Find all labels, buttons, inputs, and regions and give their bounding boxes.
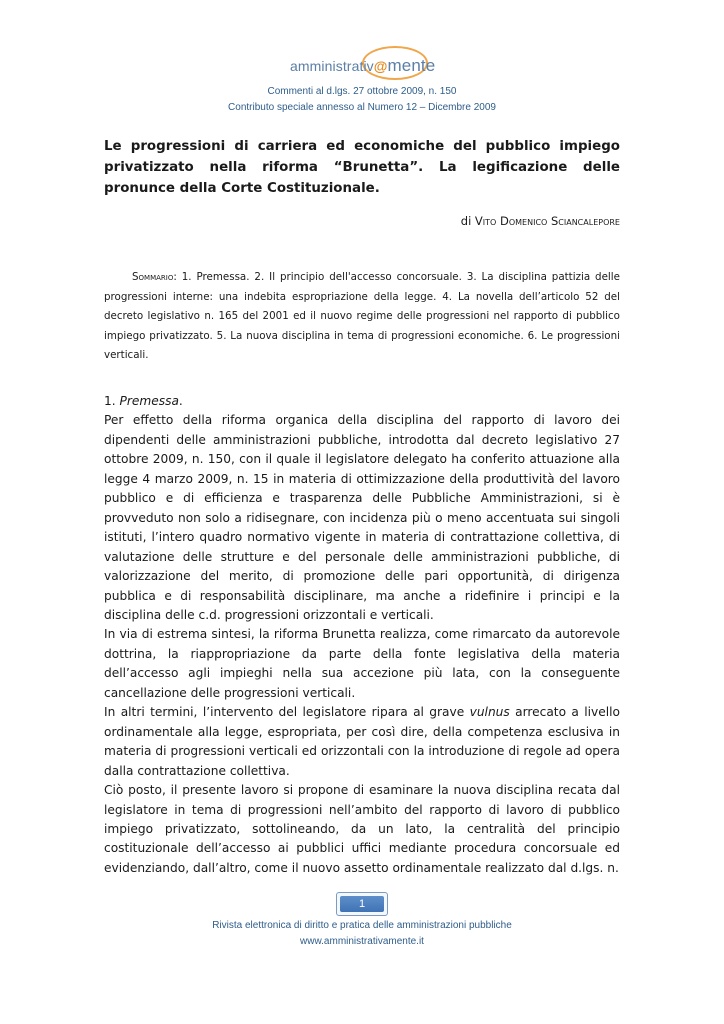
logo-text bbox=[290, 56, 435, 76]
paragraph-3-italic: vulnus bbox=[469, 705, 510, 720]
summary-label: Sommario bbox=[132, 271, 174, 283]
footer-website: www.amministrativamente.it bbox=[300, 936, 424, 947]
author-prefix: di bbox=[460, 214, 472, 228]
article-body bbox=[104, 392, 620, 878]
header-line-2: Contributo speciale annesso al Numero 12 – Dicembre 2009 bbox=[228, 102, 496, 113]
site-logo bbox=[290, 44, 440, 84]
paragraph-3-start: In altri termini, l’intervento del legislatore ripara al grave bbox=[104, 705, 470, 720]
logo-prefix: amministrativ bbox=[290, 58, 374, 74]
article-title: Le progressioni di carriera ed economiche del pubblico impiego privatizzato nella riforma “Brunetta”. La legificazione delle pronunce della Corte Costituzionale. bbox=[104, 139, 620, 196]
footer-line-1: Rivista elettronica di diritto e pratica delle amministrazioni pubbliche bbox=[212, 920, 512, 931]
paragraph-3 bbox=[104, 703, 620, 781]
section-number: 1. bbox=[104, 394, 120, 408]
page-number: 1 bbox=[340, 896, 384, 912]
paragraph-4: Ciò posto, il presente lavoro si propone di esaminare la nuova disciplina recata dal legislatore in tema di progressioni nell’ambito del rapporto di lavoro di pubblico impiego privatizzato, sottolineando, da un lato, la centralità del principio costituzionale dell’accesso ai pubblici uffici mediante procedura concorsuale ed evidenziando, dall’altro, come il nuovo assetto ordinamentale realizzato dal d.lgs. n. bbox=[104, 783, 620, 875]
paragraph-1: Per effetto della riforma organica della disciplina del rapporto di lavoro dei dipendenti delle amministrazioni pubbliche, introdotta dal decreto legislativo 27 ottobre 2009, n. 150, con il quale il legislatore delegato ha conferito attuazione alla legge 4 marzo 2009, n. 15 in materia di ottimizzazione della produttività del lavoro pubblico e di efficienza e trasparenza delle Pubbliche Amministrazioni, si è provveduto non solo a ridisegnare, con incidenza più o meno accentuata sui singoli istituti, l’intero quadro normativo vigente in materia di contrattazione collettiva, di valutazione delle strutture e del personale delle amministrazioni pubbliche, di valorizzazione del merito, di promozione delle pari opportunità, di dirigenza pubblica e di responsabilità disciplinare, ma anche a ridefinire i principi e la disciplina delle c.d. progressioni orizzontali e verticali. bbox=[104, 413, 620, 622]
section-heading-end: . bbox=[178, 394, 183, 408]
logo-suffix: mente bbox=[387, 56, 436, 75]
author-name: Vito Domenico Sciancalepore bbox=[474, 214, 620, 228]
paragraph-2: In via di estrema sintesi, la riforma Brunetta realizza, come rimarcato da autorevole dottrina, la riappropriazione da parte della fonte legislativa della materia dell’accesso agli impieghi nella sua accezione più lata, con la conseguente cancellazione delle progressioni verticali. bbox=[104, 627, 620, 700]
section-title: Premessa bbox=[119, 394, 179, 408]
paragraph-3-end: arrecato a livello ordinamentale alla legge, espropriata, per così dire, della competenza esclusiva in materia di progressioni verticali ed orizzontali con la introduzione di regole ad opera dalla contrattazione collettiva. bbox=[104, 705, 620, 778]
section-heading bbox=[104, 392, 620, 411]
summary-text: : 1. Premessa. 2. Il principio dell'accesso concorsuale. 3. La disciplina pattizia delle progressioni interne: una indebita espropriazione della legge. 4. La novella dell’articolo 52 del decreto legislativo n. 165 del 2001 ed il nuovo regime delle progressioni nel rapporto di pubblico impiego privatizzato. 5. La nuova disciplina in tema di progressioni economiche. 6. Le progressioni verticali. bbox=[104, 271, 620, 362]
author-line bbox=[104, 214, 620, 228]
summary-paragraph bbox=[104, 268, 620, 366]
header-line-1: Commenti al d.lgs. 27 ottobre 2009, n. 150 bbox=[267, 86, 457, 97]
page-number-box bbox=[336, 892, 388, 916]
logo-at-sign: @ bbox=[373, 58, 388, 74]
